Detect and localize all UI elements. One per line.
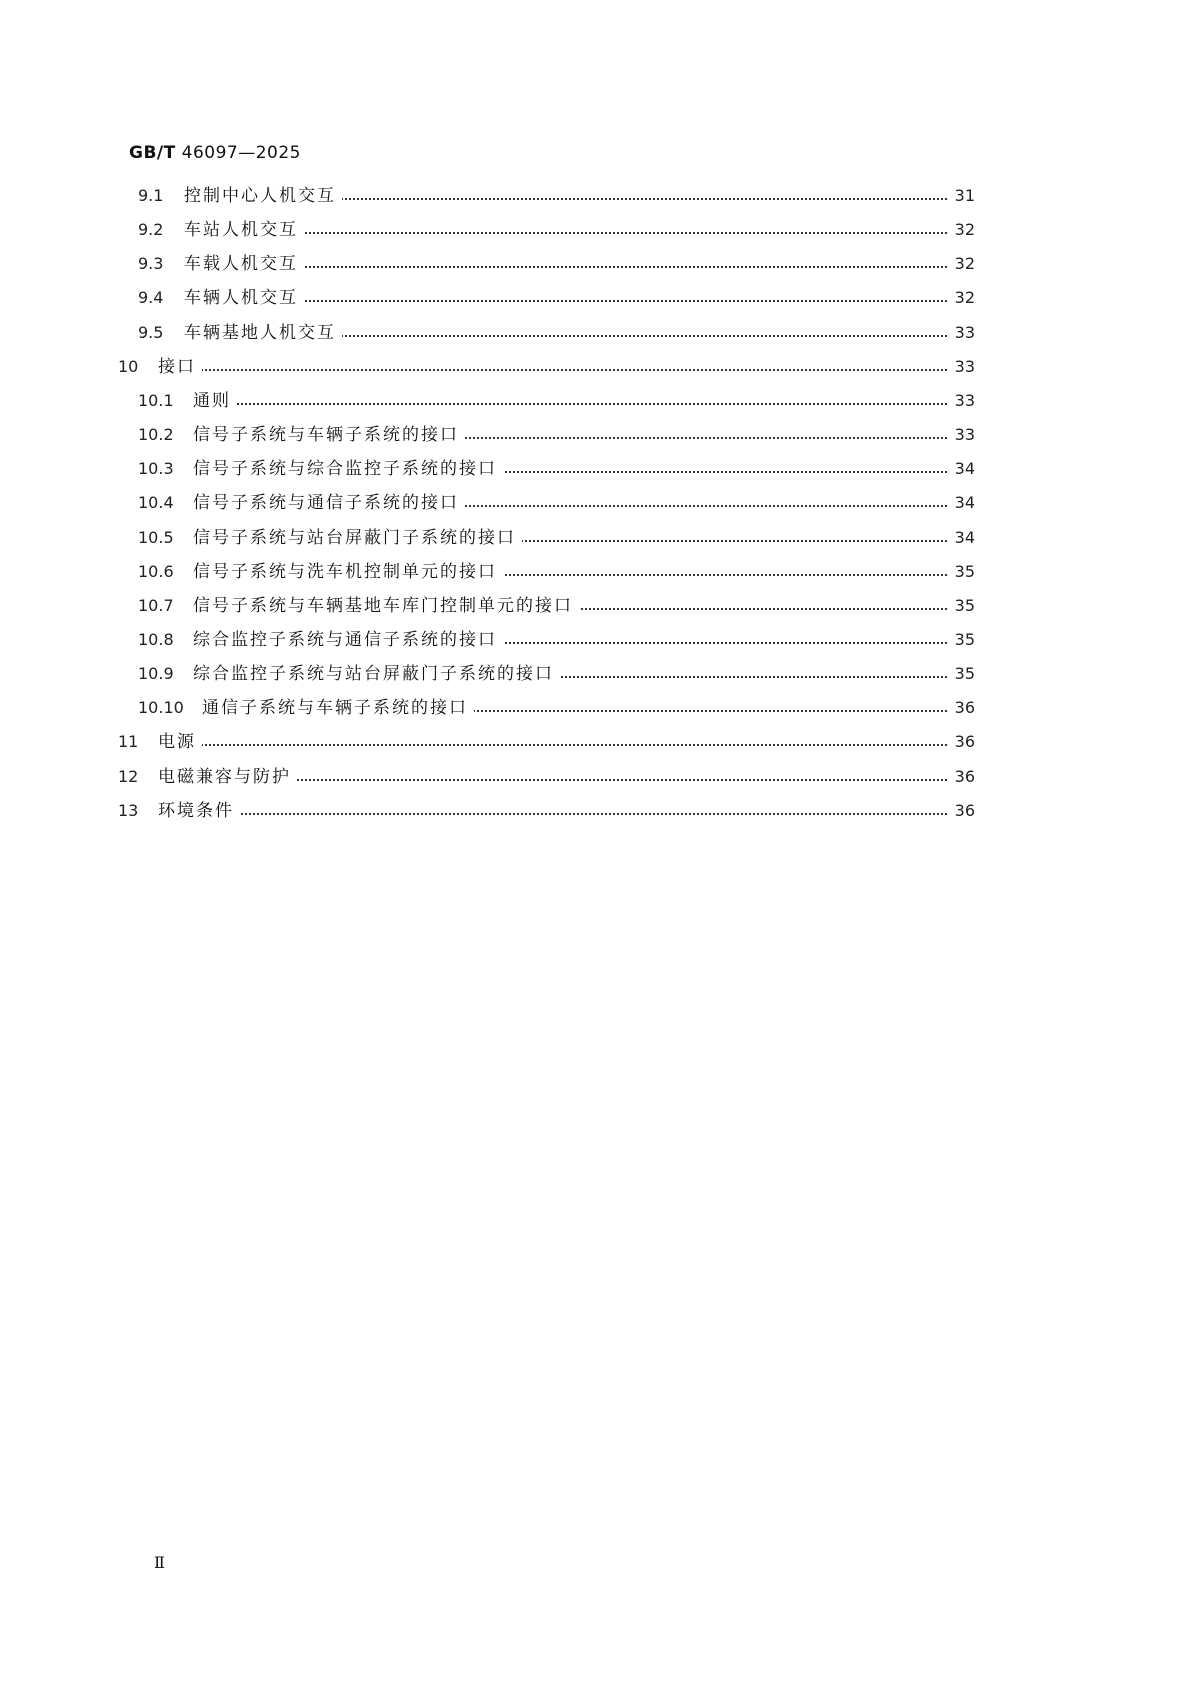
- toc-entry-page: 36: [949, 762, 975, 792]
- toc-entry-title: 电源: [158, 727, 202, 757]
- toc-entry[interactable]: [138, 215, 975, 245]
- toc-entry-title: 车辆基地人机交互: [184, 318, 342, 348]
- toc-entry-page: 35: [949, 625, 975, 655]
- toc-entry-title: 车载人机交互: [184, 249, 304, 279]
- toc-leader-dots: [158, 369, 971, 371]
- toc-entry[interactable]: [118, 796, 975, 826]
- toc-entry-number: 10.4: [138, 493, 174, 512]
- toc-entry-title: 环境条件: [158, 796, 240, 826]
- toc-entry[interactable]: [118, 762, 975, 792]
- toc-entry-number: 9.4: [138, 288, 164, 307]
- toc-entry[interactable]: [118, 727, 975, 757]
- toc-entry-title: 信号子系统与站台屏蔽门子系统的接口: [193, 523, 522, 553]
- toc-entry-page: 33: [949, 386, 975, 416]
- toc-entry-page: 32: [949, 215, 975, 245]
- toc-entry[interactable]: [118, 352, 975, 382]
- toc-entry-title: 综合监控子系统与通信子系统的接口: [193, 625, 503, 655]
- toc-entry-page: 31: [949, 181, 975, 211]
- toc-entry-title: 信号子系统与车辆子系统的接口: [193, 420, 465, 450]
- toc-entry-number: 12: [118, 767, 139, 786]
- toc-entry-title: 接口: [158, 352, 202, 382]
- standard-prefix: GB/T: [129, 143, 176, 163]
- toc-entry-number: 10.3: [138, 459, 174, 478]
- toc-entry-number: 10.1: [138, 391, 174, 410]
- toc-entry-number: 10.9: [138, 664, 174, 683]
- toc-entry-title: 信号子系统与洗车机控制单元的接口: [193, 557, 503, 587]
- toc-entry-page: 33: [949, 352, 975, 382]
- toc-entry-title: 控制中心人机交互: [184, 181, 342, 211]
- toc-entry-page: 34: [949, 488, 975, 518]
- toc-entry[interactable]: [138, 283, 975, 313]
- toc-entry[interactable]: [138, 659, 975, 689]
- toc-entry-number: 10.5: [138, 528, 174, 547]
- toc-entry-number: 10.10: [138, 698, 184, 717]
- toc-entry[interactable]: [138, 557, 975, 587]
- toc-entry-number: 9.1: [138, 186, 164, 205]
- toc-leader-dots: [158, 744, 971, 746]
- toc-entry[interactable]: [138, 693, 975, 723]
- toc-entry-page: 35: [949, 591, 975, 621]
- toc-entry-title: 通则: [193, 386, 237, 416]
- toc-entry-title: 电磁兼容与防护: [158, 762, 297, 792]
- toc-entry[interactable]: [138, 181, 975, 211]
- toc-entry-page: 36: [949, 727, 975, 757]
- toc-entry-number: 9.5: [138, 323, 164, 342]
- toc-entry-title: 信号子系统与综合监控子系统的接口: [193, 454, 503, 484]
- toc-entry-page: 32: [949, 283, 975, 313]
- toc-entry[interactable]: [138, 318, 975, 348]
- toc-entry-page: 36: [949, 796, 975, 826]
- toc-entry-title: 综合监控子系统与站台屏蔽门子系统的接口: [193, 659, 560, 689]
- toc-entry-number: 13: [118, 801, 139, 820]
- toc-entry-page: 35: [949, 659, 975, 689]
- toc-entry-title: 信号子系统与通信子系统的接口: [193, 488, 465, 518]
- toc-entry-number: 10.2: [138, 425, 174, 444]
- toc-entry-page: 34: [949, 523, 975, 553]
- toc-leader-dots: [193, 403, 971, 405]
- toc-entry-number: 10.7: [138, 596, 174, 615]
- toc-entry-number: 10.6: [138, 562, 174, 581]
- toc-entry[interactable]: [138, 249, 975, 279]
- toc-entry-page: 35: [949, 557, 975, 587]
- toc-entry-title: 通信子系统与车辆子系统的接口: [202, 693, 474, 723]
- toc-entry-page: 32: [949, 249, 975, 279]
- toc-entry-page: 33: [949, 318, 975, 348]
- toc-entry-number: 9.3: [138, 254, 164, 273]
- toc-entry-number: 9.2: [138, 220, 164, 239]
- toc-entry-title: 车站人机交互: [184, 215, 304, 245]
- toc-entry-title: 信号子系统与车辆基地车库门控制单元的接口: [193, 591, 579, 621]
- toc-entry[interactable]: [138, 523, 975, 553]
- toc-entry-page: 34: [949, 454, 975, 484]
- toc-entry[interactable]: [138, 454, 975, 484]
- toc-entry-number: 10: [118, 357, 139, 376]
- toc-entry-number: 11: [118, 732, 139, 751]
- toc-entry[interactable]: [138, 625, 975, 655]
- toc-entry-page: 33: [949, 420, 975, 450]
- toc-leader-dots: [158, 813, 971, 815]
- page-number: Ⅱ: [154, 1553, 165, 1572]
- toc-entry-page: 36: [949, 693, 975, 723]
- toc-entry[interactable]: [138, 591, 975, 621]
- standard-code: [129, 143, 301, 163]
- toc-entry-number: 10.8: [138, 630, 174, 649]
- toc-entry[interactable]: [138, 386, 975, 416]
- toc-entry[interactable]: [138, 488, 975, 518]
- toc-entry-title: 车辆人机交互: [184, 283, 304, 313]
- toc-entry[interactable]: [138, 420, 975, 450]
- standard-number: 46097—2025: [181, 143, 301, 163]
